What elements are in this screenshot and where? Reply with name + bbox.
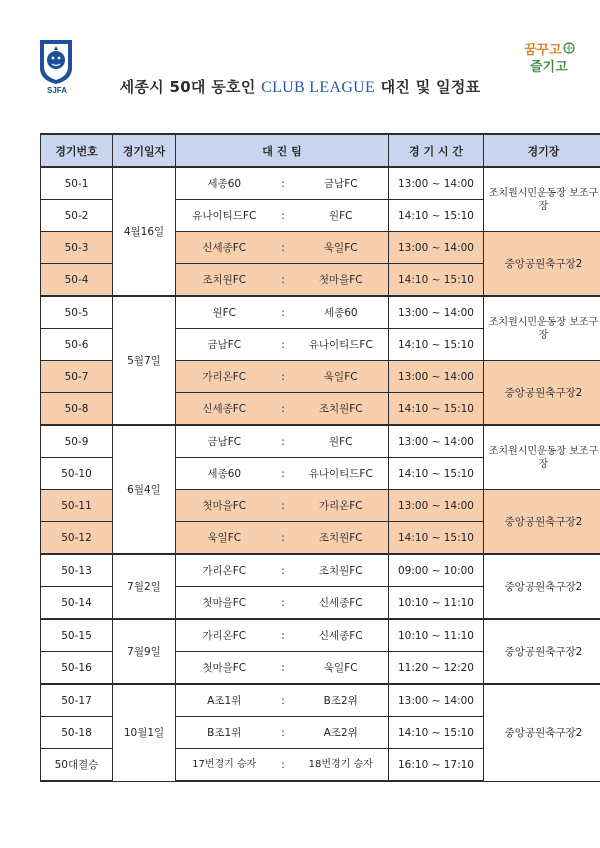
venue: 조치원시민운동장 보조구장 [484,425,600,490]
home-team: 첫마을FC [176,652,273,685]
match-time: 13:00 ~ 14:00 [389,296,484,329]
match-time: 14:10 ~ 15:10 [389,200,484,232]
home-team: 첫마을FC [176,587,273,620]
versus-separator: : [273,200,294,232]
table-row [41,554,600,587]
home-team: B조1위 [176,717,273,749]
match-time: 09:00 ~ 10:00 [389,554,484,587]
match-time: 13:00 ~ 14:00 [389,232,484,264]
match-no: 50-5 [41,296,113,329]
versus-separator: : [273,717,294,749]
page-title: 세종시 50대 동호인 CLUB LEAGUE 대진 및 일정표 [119,78,481,96]
match-date: 6월4일 [113,425,176,554]
schedule-table [40,133,600,782]
versus-separator: : [273,329,294,361]
versus-separator: : [273,361,294,393]
table-row [41,167,600,200]
logo-text: SJFA [46,86,67,95]
match-time: 13:00 ~ 14:00 [389,361,484,393]
home-team: 세종60 [176,167,273,200]
versus-separator: : [273,264,294,297]
match-time: 14:10 ~ 15:10 [389,522,484,555]
venue: 중앙공원축구장2 [484,232,600,297]
venue: 중앙공원축구장2 [484,619,600,684]
away-team: 신세종FC [294,619,389,652]
versus-separator: : [273,425,294,458]
away-team: 가리온FC [294,490,389,522]
match-time: 14:10 ~ 15:10 [389,717,484,749]
away-team: 금남FC [294,167,389,200]
match-date: 7월2일 [113,554,176,619]
header-match: 대 진 팀 [176,134,389,167]
home-team: 금남FC [176,329,273,361]
header-date: 경기일자 [113,134,176,167]
table-row [41,425,600,458]
match-time: 14:10 ~ 15:10 [389,393,484,426]
match-time: 14:10 ~ 15:10 [389,329,484,361]
match-no: 50-9 [41,425,113,458]
venue: 조치원시민운동장 보조구장 [484,167,600,232]
home-team: 가리온FC [176,361,273,393]
versus-separator: : [273,652,294,685]
versus-separator: : [273,587,294,620]
venue: 중앙공원축구장2 [484,361,600,426]
table-row [41,684,600,717]
match-no: 50-16 [41,652,113,685]
away-team: 원FC [294,425,389,458]
match-no: 50-1 [41,167,113,200]
table-row [41,619,600,652]
match-no: 50-13 [41,554,113,587]
away-team: 세종60 [294,296,389,329]
away-team: 원FC [294,200,389,232]
match-time: 14:10 ~ 15:10 [389,264,484,297]
header-match-no: 경기번호 [41,134,113,167]
match-no: 50-3 [41,232,113,264]
match-no: 50-7 [41,361,113,393]
versus-separator: : [273,749,294,782]
away-team: 욱일FC [294,361,389,393]
match-time: 14:10 ~ 15:10 [389,458,484,490]
match-date: 7월9일 [113,619,176,684]
match-no: 50-8 [41,393,113,426]
match-time: 13:00 ~ 14:00 [389,684,484,717]
away-team: 욱일FC [294,652,389,685]
versus-separator: : [273,232,294,264]
away-team: 18번경기 승자 [294,749,389,782]
match-no: 50-12 [41,522,113,555]
home-team: 유나이티드FC [176,200,273,232]
home-team: 신세종FC [176,393,273,426]
svg-text:꿈꾸고: 꿈꾸고 [524,43,562,58]
table-header-row [41,134,600,167]
versus-separator: : [273,296,294,329]
header-venue: 경기장 [484,134,600,167]
away-team: 조치원FC [294,522,389,555]
away-team: 유나이티드FC [294,329,389,361]
versus-separator: : [273,167,294,200]
versus-separator: : [273,458,294,490]
match-no: 50-4 [41,264,113,297]
home-team: 원FC [176,296,273,329]
home-team: 가리온FC [176,619,273,652]
versus-separator: : [273,619,294,652]
match-time: 13:00 ~ 14:00 [389,425,484,458]
match-no: 50-6 [41,329,113,361]
versus-separator: : [273,684,294,717]
match-time: 13:00 ~ 14:00 [389,490,484,522]
match-no: 50-10 [41,458,113,490]
table-row [41,296,600,329]
home-team: 욱일FC [176,522,273,555]
match-no: 50-14 [41,587,113,620]
match-date: 5월7일 [113,296,176,425]
slogan-calligraphy-logo-icon [520,36,576,80]
match-no: 50대결승 [41,749,113,782]
match-time: 10:10 ~ 11:10 [389,587,484,620]
away-team: 유나이티드FC [294,458,389,490]
match-no: 50-11 [41,490,113,522]
home-team: 세종60 [176,458,273,490]
away-team: 조치원FC [294,554,389,587]
match-time: 13:00 ~ 14:00 [389,167,484,200]
match-no: 50-17 [41,684,113,717]
versus-separator: : [273,522,294,555]
match-time: 11:20 ~ 12:20 [389,652,484,685]
home-team: 첫마을FC [176,490,273,522]
home-team: 신세종FC [176,232,273,264]
home-team: 금남FC [176,425,273,458]
match-date: 4월16일 [113,167,176,296]
home-team: A조1위 [176,684,273,717]
home-team: 조치원FC [176,264,273,297]
match-time: 10:10 ~ 11:10 [389,619,484,652]
away-team: A조2위 [294,717,389,749]
versus-separator: : [273,490,294,522]
home-team: 가리온FC [176,554,273,587]
match-time: 16:10 ~ 17:10 [389,749,484,782]
venue: 조치원시민운동장 보조구장 [484,296,600,361]
header-time: 경 기 시 간 [389,134,484,167]
match-no: 50-18 [41,717,113,749]
match-no: 50-15 [41,619,113,652]
away-team: 첫마을FC [294,264,389,297]
venue: 중앙공원축구장2 [484,684,600,781]
away-team: 욱일FC [294,232,389,264]
versus-separator: : [273,393,294,426]
venue: 중앙공원축구장2 [484,490,600,555]
away-team: 조치원FC [294,393,389,426]
away-team: B조2위 [294,684,389,717]
match-date: 10월1일 [113,684,176,781]
versus-separator: : [273,554,294,587]
venue: 중앙공원축구장2 [484,554,600,619]
away-team: 신세종FC [294,587,389,620]
home-team: 17번경기 승자 [176,749,273,782]
match-no: 50-2 [41,200,113,232]
svg-text:즐기고: 즐기고 [530,60,568,75]
